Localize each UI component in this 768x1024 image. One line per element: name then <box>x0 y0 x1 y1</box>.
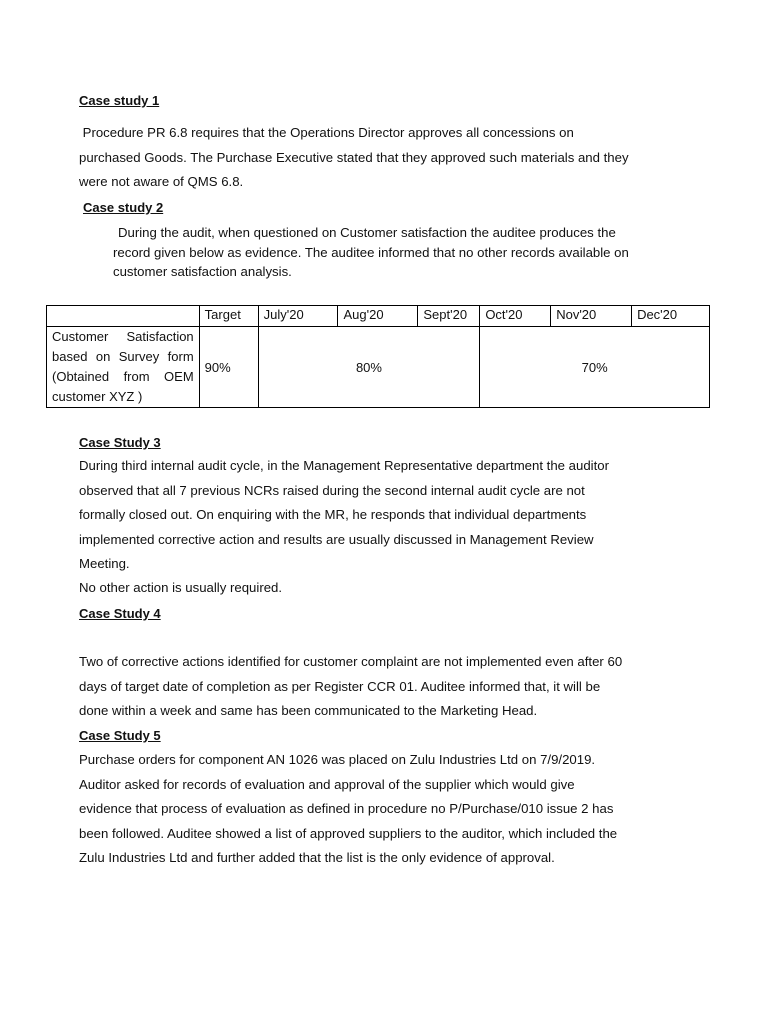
q4-value-cell: 70% <box>480 327 710 408</box>
paragraph-line: Meeting. <box>79 556 130 572</box>
paragraph-line: Auditor asked for records of evaluation and approval of the supplier which would give <box>79 776 575 792</box>
header-cell-sept: Sept'20 <box>418 306 480 327</box>
header-cell-nov: Nov'20 <box>551 306 632 327</box>
paragraph-line: During third internal audit cycle, in the Management Representative department the auditor <box>79 458 609 473</box>
paragraph-line: evidence that process of evaluation as defined in procedure no P/Purchase/010 issue 2 has <box>79 801 614 817</box>
paragraph-line: days of target date of completion as per Register CCR 01. Auditee informed that, it will be <box>79 678 601 694</box>
table-header-row <box>47 306 710 327</box>
paragraph-line: formally closed out. On enquiring with the MR, he responds that individual departments <box>79 507 587 523</box>
paragraph-line: implemented corrective action and results are usually discussed in Management Review <box>79 531 594 547</box>
paragraph-line: been followed. Auditee showed a list of approved suppliers to the auditor, which included the <box>79 825 618 841</box>
case-study-3-text <box>79 454 609 599</box>
metric-line: Customer Satisfaction <box>52 329 194 344</box>
case-study-4-text <box>79 650 622 724</box>
paragraph-line: were not aware of QMS 6.8. <box>79 174 244 190</box>
case-study-1-heading: Case study 1 <box>79 93 160 108</box>
metric-cell <box>47 327 200 408</box>
case-study-4-heading: Case Study 4 <box>79 606 161 621</box>
table-row <box>47 327 710 408</box>
metric-line: (Obtained from OEM <box>52 369 194 384</box>
paragraph-line: During the audit, when questioned on Customer satisfaction the auditee produces the <box>118 225 616 240</box>
metric-line: based on Survey form <box>52 349 194 364</box>
header-cell-target: Target <box>199 306 258 327</box>
customer-satisfaction-table <box>46 305 710 408</box>
header-cell-aug: Aug'20 <box>338 306 418 327</box>
paragraph-line: record given below as evidence. The auditee informed that no other records available on <box>113 244 629 260</box>
case-study-5-text <box>79 748 617 871</box>
q3-value-cell: 80% <box>258 327 480 408</box>
paragraph-line: purchased Goods. The Purchase Executive stated that they approved such materials and they <box>79 149 629 165</box>
header-cell-july: July'20 <box>258 306 338 327</box>
paragraph-line: done within a week and same has been communicated to the Marketing Head. <box>79 703 538 719</box>
header-cell-empty <box>47 306 200 327</box>
paragraph-line: Two of corrective actions identified for customer complaint are not implemented even after 60 <box>79 654 623 669</box>
metric-line: customer XYZ ) <box>52 389 143 404</box>
case-study-2-heading: Case study 2 <box>83 200 164 215</box>
case-study-3-heading: Case Study 3 <box>79 435 161 450</box>
target-value-cell: 90% <box>199 327 258 408</box>
paragraph-line: observed that all 7 previous NCRs raised during the second internal audit cycle are not <box>79 482 585 498</box>
header-cell-oct: Oct'20 <box>480 306 551 327</box>
paragraph-line: Procedure PR 6.8 requires that the Operations Director approves all concessions on <box>79 125 574 140</box>
paragraph-line: No other action is usually required. <box>79 579 283 595</box>
paragraph-line: Purchase orders for component AN 1026 was placed on Zulu Industries Ltd on 7/9/2019. <box>79 752 596 767</box>
header-cell-dec: Dec'20 <box>632 306 710 327</box>
paragraph-line: Zulu Industries Ltd and further added that the list is the only evidence of approval. <box>79 850 555 866</box>
case-study-1-text <box>79 121 629 195</box>
case-study-5-heading: Case Study 5 <box>79 728 161 743</box>
paragraph-line: customer satisfaction analysis. <box>113 264 292 279</box>
case-study-2-text <box>113 223 629 282</box>
